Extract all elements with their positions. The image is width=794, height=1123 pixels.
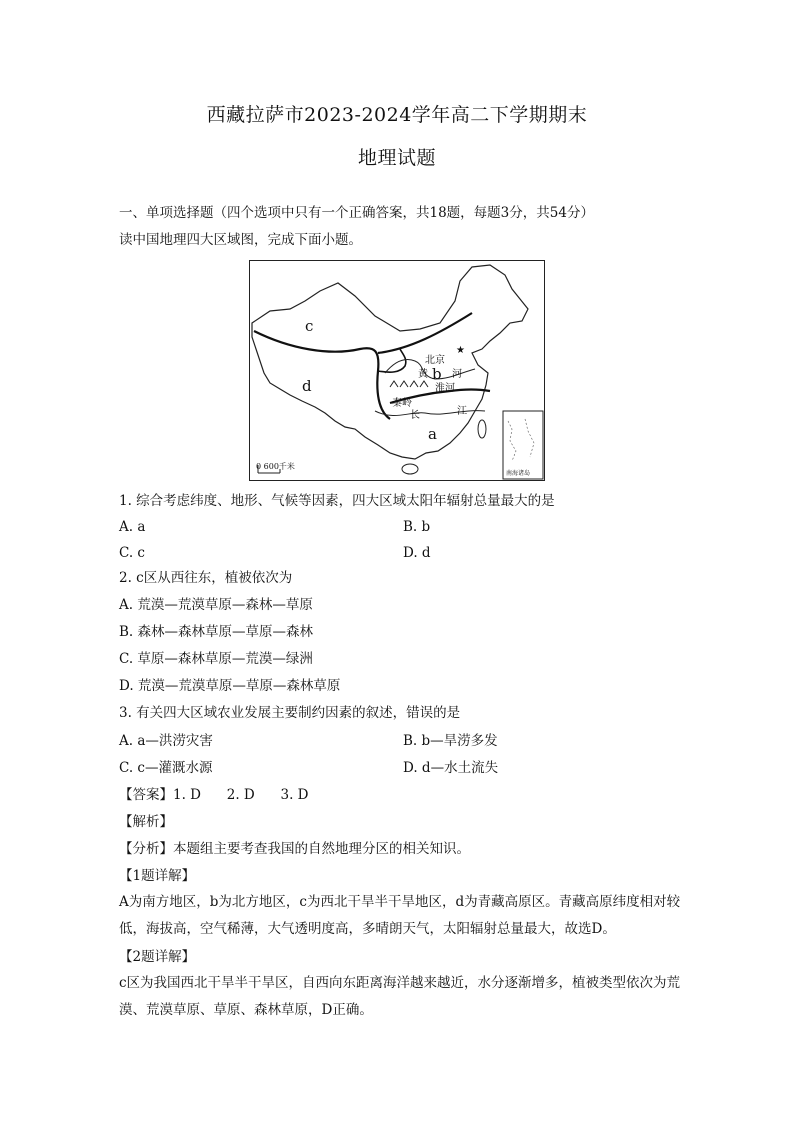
inset-frame [503,411,543,479]
region-d-label: d [302,377,312,395]
beijing-label: 北京 [425,355,445,366]
region-a-label: a [428,425,437,443]
q2-stem: 2. c区从西往东，植被依次为 [119,570,293,586]
q1-stem: 1. 综合考虑纬度、地形、气候等因素，四大区域太阳年辐射总量最大的是 [119,493,555,509]
q2-detail-text: c区为我国西北干旱半干旱区，自西向东距离海洋越来越近，水分逐渐增多，植被类型依次为荒漠、荒漠草原、草原、森林草原，D正确。 [119,975,681,1018]
q2-detail-label: 【2题详解】 [119,949,196,965]
china-outline [252,265,528,459]
q3-stem: 3. 有关四大区域农业发展主要制约因素的叙述，错误的是 [119,705,461,721]
mountain-symbols [390,381,428,387]
region-b-label: b [432,365,442,383]
q3-option-d: D. d—水土流失 [403,760,499,776]
scale-label: 0 600千米 [256,462,295,471]
document-title: 西藏拉萨市2023-2024学年高二下学期期末 [206,104,588,126]
q1-option-c: C. c [119,545,145,561]
qinling-label: 秦岭 [392,398,412,409]
q3-option-a: A. a—洪涝灾害 [119,733,213,749]
boundary-c-d [254,331,390,419]
q1-option-d: D. d [403,545,431,561]
analysis-summary: 【分析】本题组主要考查我国的自然地理分区的相关知识。 [119,841,470,857]
q2-option-b: B. 森林—森林草原—草原—森林 [119,624,314,640]
map-graphic [250,261,545,481]
analysis-label: 【解析】 [119,814,173,830]
q1-option-b: B. b [403,519,431,535]
beijing-star-icon: ★ [456,345,465,356]
huaihe-label: 淮河 [435,383,455,394]
q3-option-b: B. b—旱涝多发 [403,733,498,749]
section-heading: 一、单项选择题（四个选项中只有一个正确答案，共18题，每题3分，共54分） [119,205,594,221]
china-regions-map [249,260,545,481]
q2-option-d: D. 荒漠—荒漠草原—草原—森林草原 [119,678,341,694]
q2-option-c: C. 草原—森林草原—荒漠—绿洲 [119,651,313,667]
q2-option-a: A. 荒漠—荒漠草原—森林—草原 [119,597,313,613]
q3-option-c: C. c—灌溉水源 [119,760,213,776]
document-subtitle: 地理试题 [357,147,436,169]
inset-label: 南海诸岛 [506,470,531,477]
huang-label: 黄 [418,369,428,380]
q1-option-a: A. a [119,519,146,535]
answer-line: 【答案】1. D 2. D 3. D [119,787,309,803]
chang-label: 长 [410,410,420,421]
q1-detail-label: 【1题详解】 [119,868,196,884]
jiang-label: 江 [457,406,467,417]
region-c-label: c [305,317,314,335]
he-label: 河 [452,369,462,380]
q1-detail-text: A为南方地区，b为北方地区，c为西北干旱半干旱地区，d为青藏高原区。青藏高原纬度相对较低，海拔高，空气稀薄，大气透明度高，多晴朗天气，太阳辐射总量最大，故选D。 [119,894,681,937]
yangtze-river [375,411,485,416]
question-intro: 读中国地理四大区域图，完成下面小题。 [119,232,362,248]
